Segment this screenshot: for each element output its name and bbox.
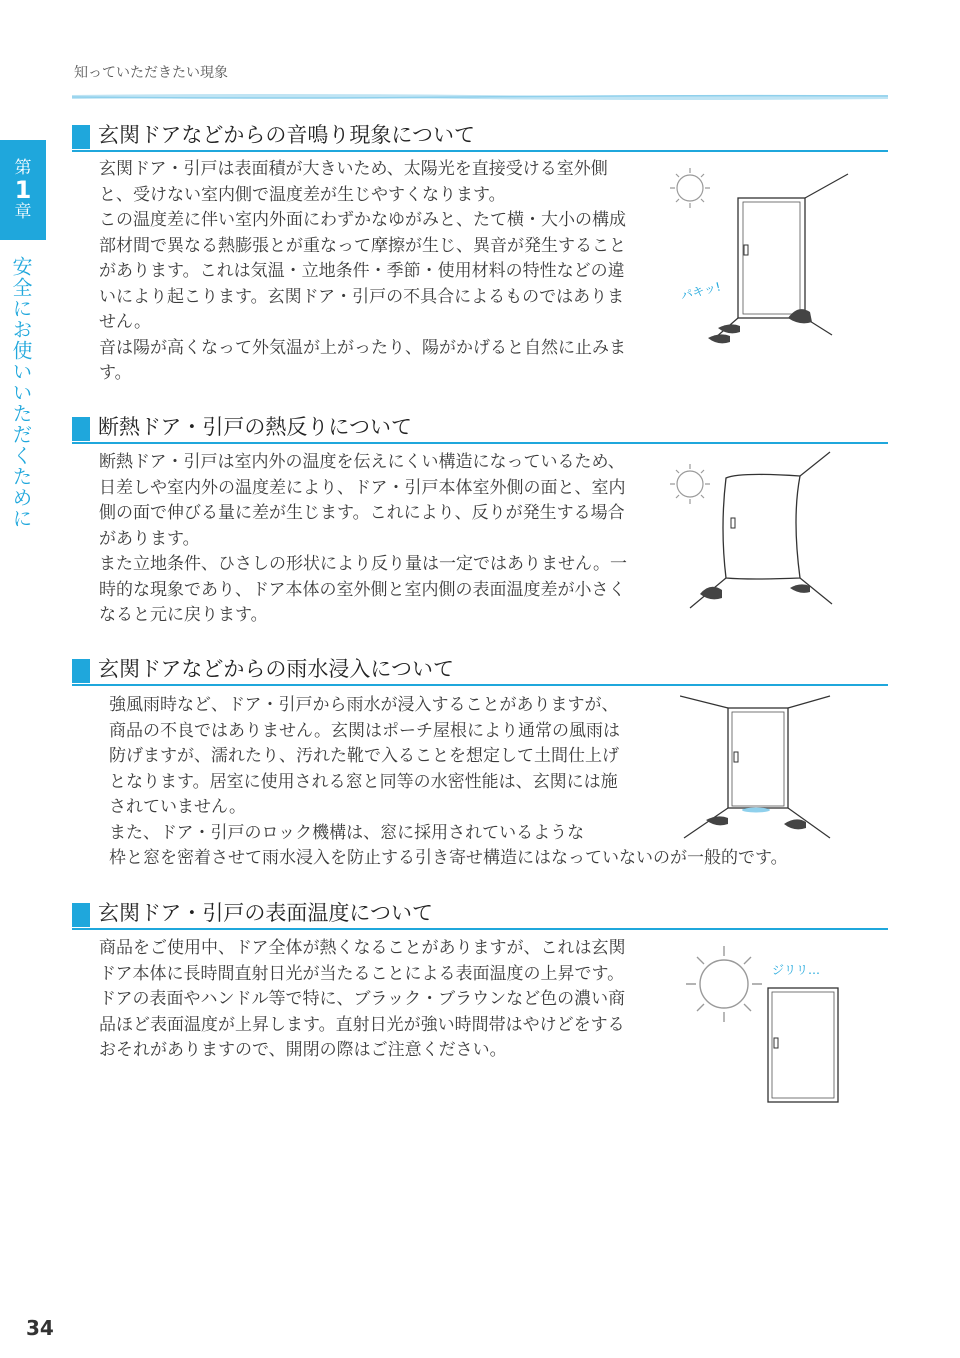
paragraph: また立地条件、ひさしの形状により反り量は一定ではありません。一時的な現象であり、ドア本体の室外側と室内側の表面温度差が小さくなると元に戻ります。: [99, 554, 628, 625]
chapter-title: 安全にお使いいただくために: [9, 256, 33, 529]
heading-marker: [72, 903, 90, 927]
heading-marker: [72, 125, 90, 149]
page-number: 34: [26, 1316, 54, 1340]
section-title: 断熱ドア・引戸の熱反りについて: [98, 415, 412, 439]
paragraph: また、ドア・引戸のロック機構は、窓に採用されているような: [109, 822, 585, 843]
section-heading: [72, 414, 888, 444]
section-temperature-body: [99, 936, 633, 1064]
section-sound: [72, 122, 888, 152]
section-heading: [72, 122, 888, 152]
shoes-icon: [706, 816, 806, 829]
section-temperature: [72, 900, 888, 930]
section-heading: [72, 656, 888, 686]
paragraph: この温度差に伴い室内外面にわずかなゆがみと、たて横・大小の構成部材間で異なる熱膨張とが重なって摩擦が生じ、異音が発生することがあります。これは気温・立地条件・季節・使用材料の特性などの違いにより起こります。玄関ドア・引戸の不具合によるものではありません。: [99, 210, 626, 332]
header-label: 知っていただきたい現象: [74, 65, 228, 81]
paragraph: 断熱ドア・引戸は室内外の温度を伝えにくい構造になっているため、日差しや室内外の温度差により、ドア・引戸本体室外側の面と、室内側の面で伸びる量に差が生じます。これにより、反りが発生する場合があります。: [99, 452, 626, 549]
rain-wide-line: 枠と窓を密着させて雨水浸入を防止する引き寄せ構造にはなっていないのが一般的です。: [109, 848, 788, 868]
paragraph: 強風雨時など、ドア・引戸から雨水が浸入することがありますが、商品の不良ではありません。玄関はポーチ屋根により通常の風雨は防げますが、濡れたり、汚れた靴で入ることを想定して土間仕上げとなります。居室に使用される窓と同等の水密性能は、玄関には施されていません。: [109, 695, 621, 817]
paragraph: 商品をご使用中、ドア全体が熱くなることがありますが、これは玄関ドア本体に長時間直射日光が当たることによる表面温度の上昇です。ドアの表面やハンドル等で特に、ブラック・ブラウンなど色の濃い商品ほど表面温度が上昇します。直射日光が強い時間帯はやけどをするおそれがありますので、開閉の際はご注意ください。: [99, 938, 626, 1060]
door-warp-illustration: [660, 448, 860, 618]
section-title: 玄関ドア・引戸の表面温度について: [98, 901, 433, 925]
door-rain-illustration: [680, 692, 840, 842]
chapter-suffix: 章: [14, 202, 32, 222]
paragraph: 音は陽が高くなって外気温が上がったり、陽がかげると自然に止みます。: [99, 337, 626, 383]
section-sound-body: [99, 157, 633, 387]
section-warp: [72, 414, 888, 444]
paragraph: 玄関ドア・引戸は表面積が大きいため、太陽光を直接受ける室外側と、受けない室内側で温度差が生じやすくなります。: [99, 159, 608, 205]
chapter-tab: [0, 140, 46, 240]
sun-icon: [686, 946, 762, 1022]
door-heat-illustration: [672, 934, 862, 1110]
section-rain: [72, 656, 888, 686]
chapter-number: 1: [14, 176, 32, 204]
door-sound-illustration: [660, 160, 860, 360]
section-rain-body: [109, 693, 633, 846]
water-puddle: [742, 808, 770, 813]
header-rule: [72, 94, 888, 100]
section-warp-body: [99, 450, 633, 629]
sun-icon: [670, 168, 710, 208]
heading-marker: [72, 417, 90, 441]
sun-icon: [670, 464, 710, 504]
section-heading: [72, 900, 888, 930]
section-title: 玄関ドアなどからの雨水浸入について: [98, 657, 454, 681]
section-title: 玄関ドアなどからの音鳴り現象について: [98, 123, 475, 147]
heat-caption: ジリリ…: [772, 963, 821, 977]
heading-marker: [72, 659, 90, 683]
sound-caption: パキッ!: [679, 279, 723, 303]
chapter-prefix: 第: [14, 158, 32, 178]
